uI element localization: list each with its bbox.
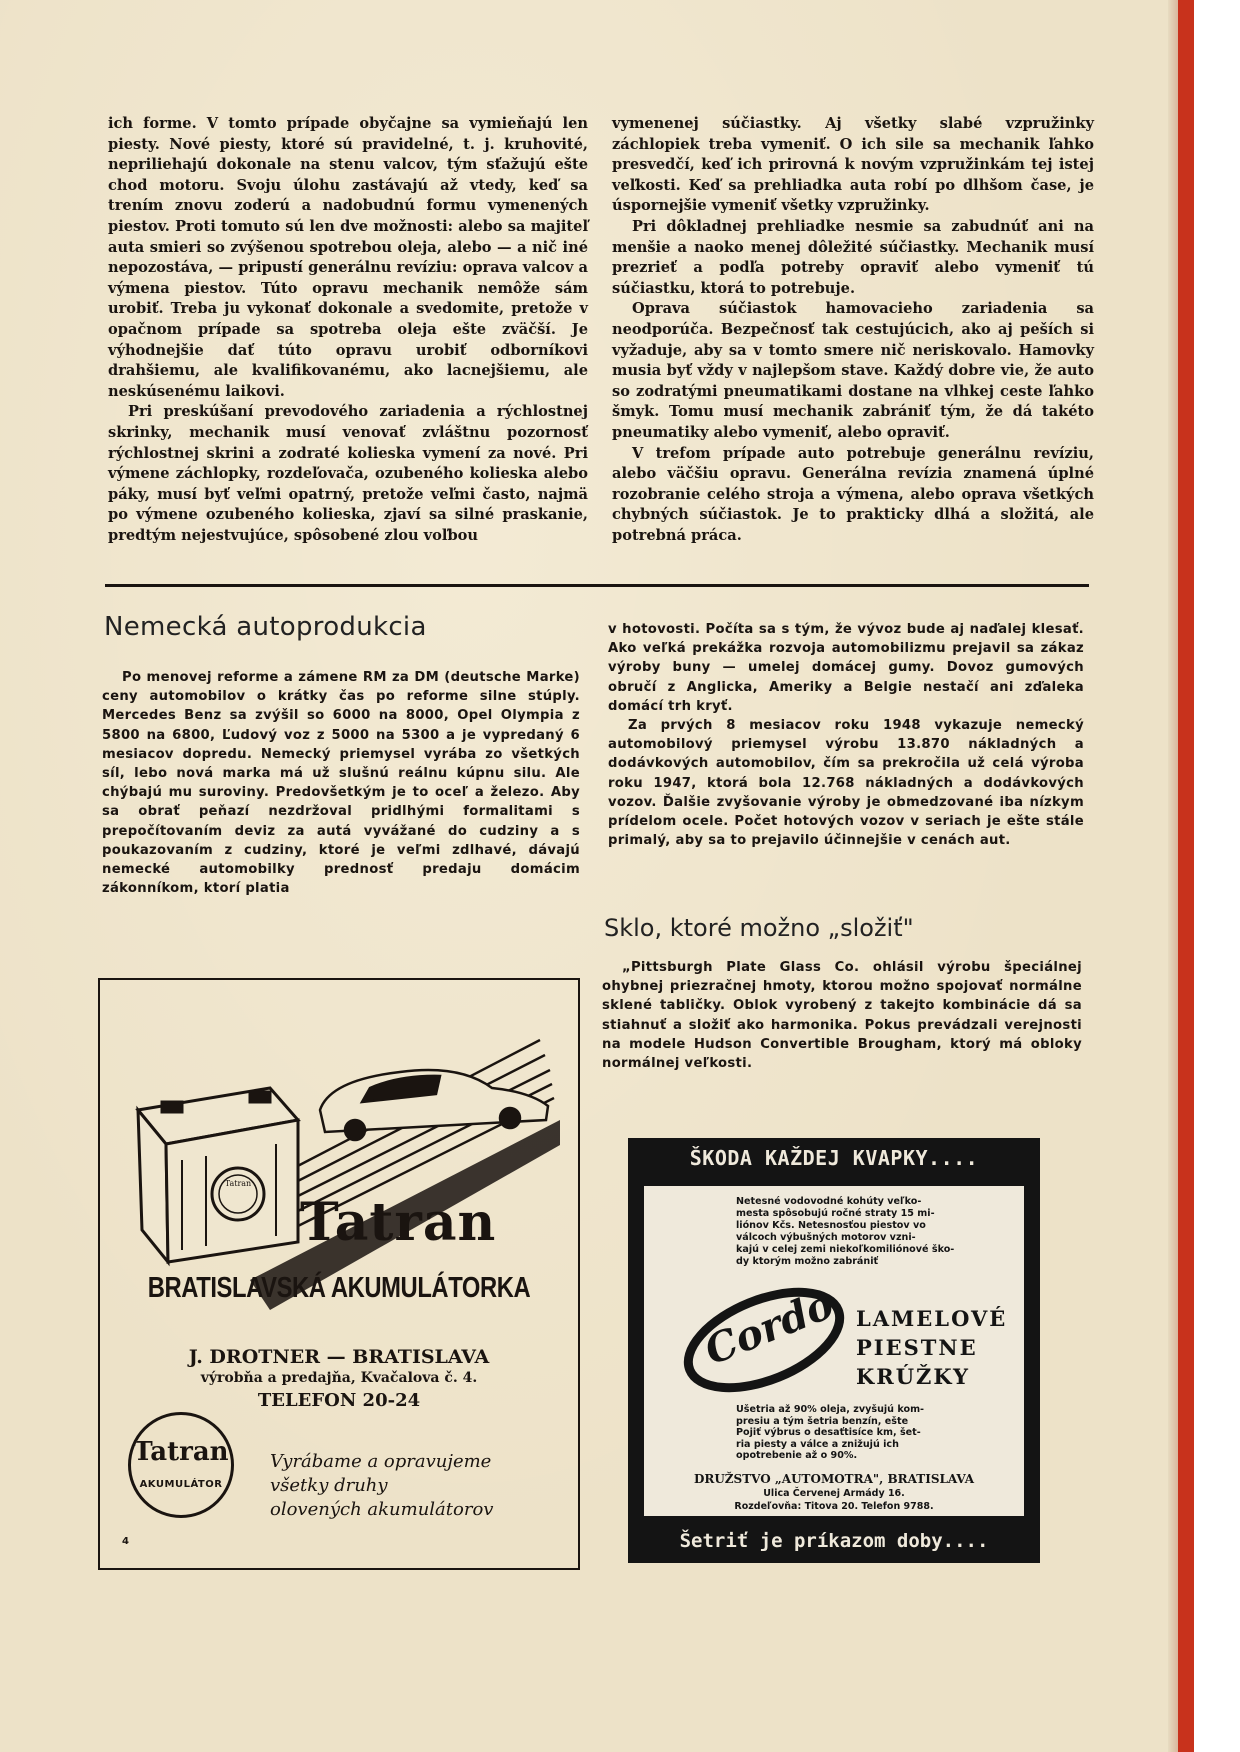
- tatran-tagline: BRATISLAVSKÁ AKUMULÁTORKA: [147, 1272, 531, 1304]
- paragraph: Pri preskúšaní prevodového zariadenia a rýchlostnej skrinky, mechanik musí venovať zvláštnu pozornosť rýchlostnej skrini a zodraté kolieska vymení za nové. Pri výmene záchlopky, rozdeľovača, ozubeného kolieska alebo páky, musí byť veľmi opatrný, pretože veľmi často, najmä po výmene ozubeného kolieska, zjaví sa silné praskanie, predtým nejestvujúce, spôsobené zlou voľbou: [108, 403, 588, 544]
- company-address: výrobňa a predajňa, Kvačalova č. 4.: [200, 1370, 478, 1386]
- article-heading: Nemecká autoprodukcia: [104, 612, 427, 642]
- badge-brand: Tatran: [133, 1437, 229, 1467]
- slogan-line: všetky druhy: [270, 1475, 388, 1496]
- product-line: PIESTNE: [856, 1335, 978, 1360]
- section-divider: [105, 584, 1089, 587]
- intro-line: mesta spôsobujú ročné straty 15 mi-: [736, 1208, 935, 1219]
- paragraph: V trefom prípade auto potrebuje generálnu revíziu, alebo väčšiu opravu. Generálna revízia znamená úplné rozobranie celého stroja a výmena, alebo oprava všetkých chybných súčiastok. Je to prakticky dlhá a složitá, ale potrebná práca.: [612, 444, 1094, 544]
- slogan: [270, 1450, 493, 1522]
- ad-header: ŠKODA KAŽDEJ KVAPKY....: [689, 1146, 979, 1170]
- top-left-column: [108, 114, 588, 546]
- company-phone: TELEFON 20-24: [257, 1390, 421, 1411]
- article1-right-column: [608, 620, 1084, 850]
- paragraph: Za prvých 8 mesiacov roku 1948 vykazuje nemecký automobilový priemysel výrobu 13.870 nákladných a dodávkových automobilov, čím sa prekročila už celá výroba roku 1947, ktorá bola 12.768 nákladných a dodávkových vozov. Ďalšie zvyšovanie výroby je obmedzované iba nízkym prídelom ocele. Počet hotových vozov v seriach je ešte stále primalý, aby sa to prejavilo účinnejšie v cenách aut.: [608, 718, 1084, 849]
- paragraph: Po menovej reforme a zámene RM za DM (deutsche Marke) ceny automobilov o krátky čas po reforme silne stúply. Mercedes Benz sa zvýšil so 6000 na 8000, Opel Olympia z 5800 na 6800, Ľudový voz z 5000 na 5300 a je vypredaný 6 mesiacov dopredu. Nemecký priemysel vyrába zo všetkých síl, lebo nová marka má už slušnú reálnu kúpnu silu. Ale chýbajú mu suroviny. Predovšetkým je to oceľ a železo. Aby sa obrať peňazí nezdržoval pridlhými formalitami s prepočítovaním deviz za autá vyvážané do cudziny a s poukazovaním z cudziny, ktoré je veľmi zdlhavé, dávajú nemecké automobilky prednosť predaju domácim zákonníkom, ktorí platia: [102, 670, 580, 897]
- intro-line: dy ktorým možno zabrániť: [736, 1256, 879, 1267]
- product-line: LAMELOVÉ: [856, 1306, 1008, 1331]
- page-number: 4: [122, 1536, 129, 1547]
- paragraph: ich forme. V tomto prípade obyčajne sa vymieňajú len piesty. Nové piesty, ktoré sú pravidelné, t. j. kruhovité, nepriliehajú dokonale na stenu valcov, tým sťažujú ešte chod motoru. Svoju úlohu zastávajú až vtedy, keď sa trením znovu zoderú a nadobudnú formu vymenených piestov. Proti tomuto sú len dve možnosti: alebo sa majiteľ auta smieri so zvýšenou spotrebou oleja, alebo — a nič iné nepozostáva, — pripustí generálnu revíziu: oprava valcov a výmena piestov. Túto opravu mechanik nemôže sám urobiť. Treba ju vykonať dokonale a svedomite, pretože v opačnom prípade sa spotreba oleja ešte zväčší. Je výhodnejšie dať túto opravu urobiť odborníkovi drahšiemu, ale kvalifikovanému, ako lacnejšiemu, ale neskúsenému laikovi.: [108, 115, 588, 400]
- article1-left-column: [102, 668, 580, 898]
- ad-phone: Rozdeľovňa: Titova 20. Telefon 9788.: [734, 1501, 934, 1512]
- ad-footer: Šetriť je príkazom doby....: [679, 1530, 989, 1552]
- benefit-line: presiu a tým šetria benzín, ešte: [736, 1415, 909, 1427]
- article2-column: [602, 958, 1082, 1073]
- badge-caption: AKUMULÁTOR: [139, 1479, 223, 1490]
- car-icon: [320, 1070, 548, 1140]
- ad-company: DRUŽSTVO „AUTOMOTRA", BRATISLAVA: [693, 1472, 975, 1486]
- cordo-advertisement: [628, 1138, 1040, 1563]
- paragraph: Pri dôkladnej prehliadke nesmie sa zabudnúť ani na menšie a naoko menej dôležité súčiastky. Mechanik musí prezrieť a podľa potreby opraviť alebo vymeniť tú súčiastku, ktorá to potrebuje.: [612, 217, 1094, 297]
- intro-line: válcoch výbušných motorov vzni-: [736, 1232, 916, 1243]
- ad-body: [644, 1186, 1024, 1516]
- company-name: J. DROTNER — BRATISLAVA: [188, 1346, 490, 1368]
- ad-intro: [736, 1196, 1006, 1268]
- battery-label: Tatran: [224, 1179, 252, 1188]
- tatran-badge-icon: [128, 1412, 234, 1518]
- paragraph: vymenenej súčiastky. Aj všetky slabé vzpružinky záchlopiek treba vymeniť. O ich sile sa mechanik ľahko presvedčí, keď ich prirovná k novým vzpružinkám tej istej veľkosti. Keď sa prehliadka auta robí po dlhšom čase, je úspornejšie vymeniť všetky vzpružinky.: [612, 115, 1094, 215]
- product-line: KRÚŽKY: [856, 1364, 971, 1389]
- top-right-column: [612, 114, 1094, 546]
- slogan-line: Vyrábame a opravujeme: [270, 1451, 492, 1472]
- benefit-line: Ušetria až 90% oleja, zvyšujú kom-: [736, 1404, 925, 1415]
- tatran-logo: Tatran: [300, 1192, 497, 1253]
- intro-line: liónov Kčs. Netesnosťou piestov vo: [736, 1220, 926, 1231]
- red-cover-edge: [1178, 0, 1194, 1752]
- cordo-logo: Cordo: [698, 1280, 841, 1375]
- intro-line: kajú v celej zemi niekoľkomiliónové ško-: [736, 1244, 955, 1255]
- benefit-line: Pojiť výbrus o desaťtisíce km, šet-: [736, 1427, 921, 1438]
- slogan-line: olovených akumulátorov: [270, 1499, 494, 1520]
- ad-address: Ulica Červenej Armády 16.: [763, 1488, 905, 1499]
- ad-benefits: [736, 1404, 1006, 1462]
- product-name: [856, 1304, 1007, 1391]
- battery-icon: [138, 1088, 298, 1262]
- intro-line: Netesné vodovodné kohúty veľko-: [736, 1196, 922, 1207]
- paragraph: Oprava súčiastok hamovacieho zariadenia sa neodporúča. Bezpečnosť tak cestujúcich, ako aj peších si vyžaduje, aby sa v tomto smere nič neriskovalo. Hamovky musia byť vždy v najlepšom stave. Každý dobre vie, že auto so zodratými pneumatikami dostane na vlhkej ceste ľahko šmyk. Tomu musí mechanik zabrániť tým, že dá takéto pneumatiky alebo vymeniť, alebo opraviť.: [612, 300, 1094, 441]
- page-edge: [1168, 0, 1178, 1752]
- paragraph: „Pittsburgh Plate Glass Co. ohlásil výrobu špeciálnej ohybnej priezračnej hmoty, ktorou možno spojovať normálne sklené tabličky. Oblok vyrobený z takejto kombinácie dá sa stiahnuť a složiť ako harmonika. Pokus prevádzali verejnosti na modele Hudson Convertible Brougham, ktorý má obloky normálnej veľkosti.: [602, 960, 1082, 1072]
- benefit-line: opotrebenie až o 90%.: [736, 1450, 858, 1461]
- battery-car-illustration: [100, 980, 578, 1320]
- paragraph: v hotovosti. Počíta sa s tým, že vývoz bude aj naďalej klesať. Ako veľká prekážka rozvoja automobilizmu prejavil sa zákaz výroby buny — umelej domácej gumy. Dovoz gumových obručí z Anglicka, Ameriky a Belgie nestačí ani zďaleka domácí trh kryť.: [608, 622, 1084, 714]
- tatran-advertisement: [98, 978, 580, 1570]
- benefit-line: ria piesty a válce a znižujú ich: [736, 1438, 899, 1450]
- article-heading: Sklo, ktoré možno „složiť": [604, 914, 914, 942]
